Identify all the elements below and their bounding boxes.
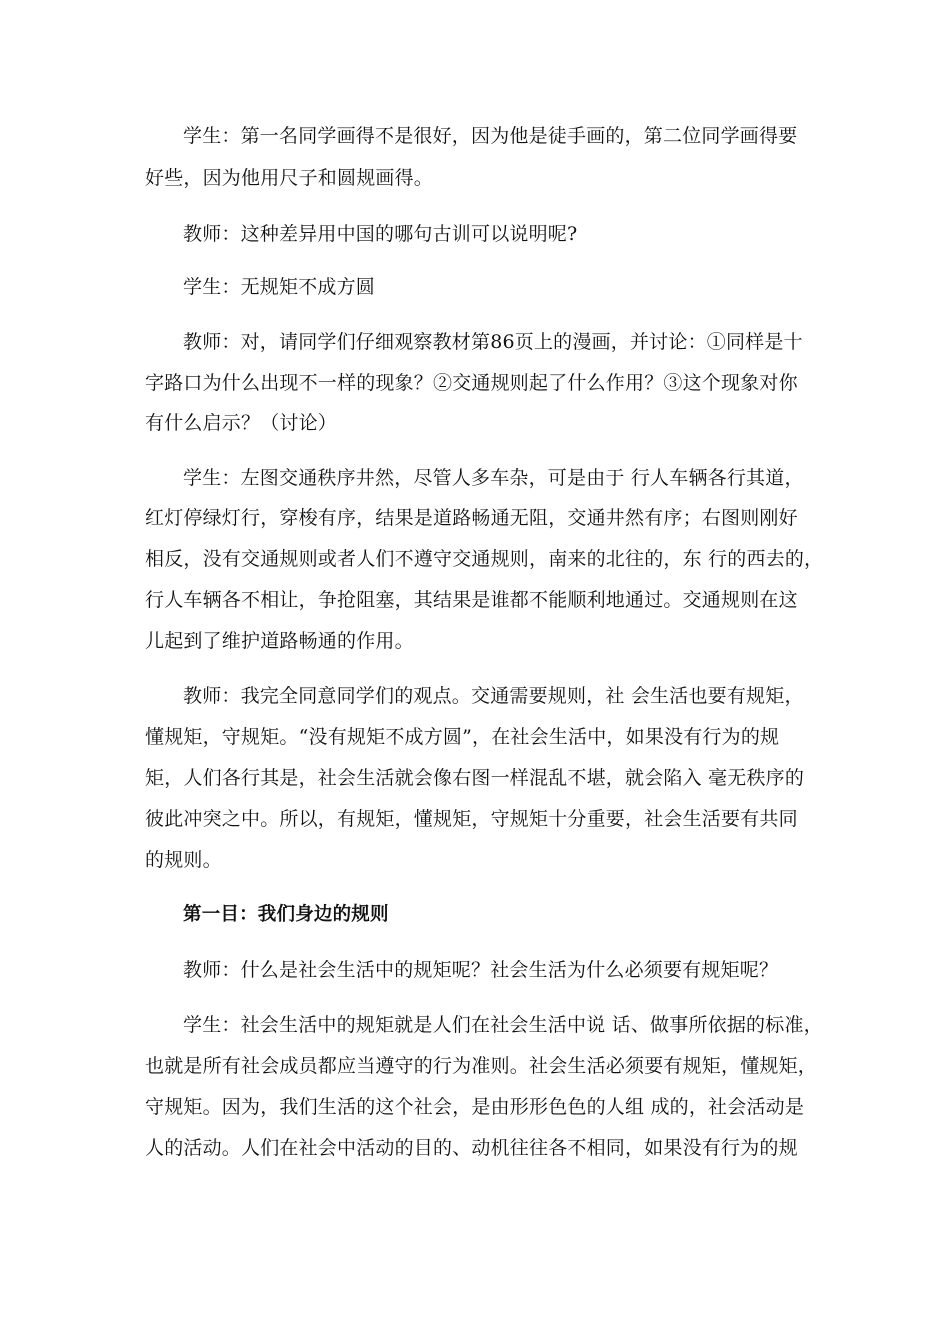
paragraph-line: 矩，人们各行其是，社会生活就会像右图一样混乱不堪，就会陷入 毫无秩序的	[145, 767, 805, 789]
paragraph-line: 学生：第一名同学画得不是很好，因为他是徒手画的，第二位同学画得要	[183, 125, 798, 147]
paragraph-line: 懂规矩，守规矩。“没有规矩不成方圆”，在社会生活中，如果没有行为的规	[145, 726, 780, 748]
paragraph-line: 相反，没有交通规则或者人们不遵守交通规则，南来的北往的，东 行的西去的，	[145, 548, 824, 570]
paragraph-line: 的规则。	[145, 849, 222, 871]
paragraph-line: 人的活动。人们在社会中活动的目的、动机往往各不相同，如果没有行为的规	[145, 1137, 798, 1159]
paragraph-line: 学生：左图交通秩序井然，尽管人多车杂，可是由于 行人车辆各行其道，	[183, 467, 804, 489]
paragraph-line: 红灯停绿灯行，穿梭有序，结果是道路畅通无阻，交通井然有序；右图则刚好	[145, 507, 798, 529]
paragraph-line: 有什么启示？（讨论）	[145, 412, 338, 434]
paragraph-line: 教师：什么是社会生活中的规矩呢？社会生活为什么必须要有规矩呢？	[183, 959, 779, 981]
paragraph-line: 行人车辆各不相让，争抢阻塞，其结果是谁都不能顺利地通过。交通规则在这	[145, 589, 798, 611]
section-heading: 第一目：我们身边的规则	[183, 904, 389, 925]
paragraph-line: 学生：社会生活中的规矩就是人们在社会生活中说 话、做事所依据的标准，	[183, 1014, 823, 1036]
paragraph-line: 教师：对，请同学们仔细观察教材第86页上的漫画，并讨论：①同样是十	[183, 331, 803, 353]
paragraph-line: 守规矩。因为，我们生活的这个社会，是由形形色色的人组 成的，社会活动是	[145, 1096, 805, 1118]
paragraph-line: 彼此冲突之中。所以，有规矩，懂规矩，守规矩十分重要，社会生活要有共同	[145, 808, 798, 830]
paragraph-line: 教师：我完全同意同学们的观点。交通需要规则，社 会生活也要有规矩，	[183, 685, 804, 707]
paragraph-line: 学生：无规矩不成方圆	[183, 276, 376, 298]
paragraph-line: 也就是所有社会成员都应当遵守的行为准则。社会生活必须要有规矩，懂规矩，	[145, 1055, 818, 1077]
paragraph-line: 好些，因为他用尺子和圆规画得。	[145, 167, 434, 189]
paragraph-line: 字路口为什么出现不一样的现象？②交通规则起了什么作用？③这个现象对你	[145, 372, 798, 394]
paragraph-line: 教师：这种差异用中国的哪句古训可以说明呢?	[183, 223, 578, 245]
paragraph-line: 儿起到了维护道路畅通的作用。	[145, 630, 414, 652]
